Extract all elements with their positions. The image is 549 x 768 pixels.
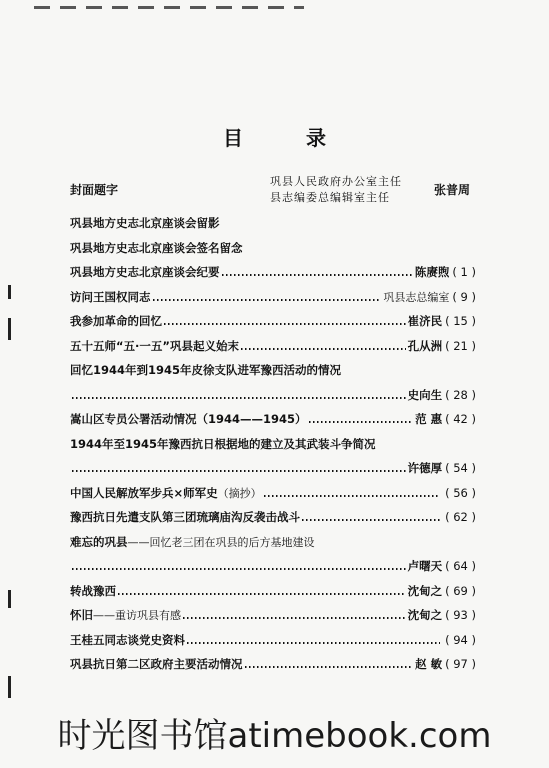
toc-entry-title: 回忆1944年到1945年皮徐支队进军豫西活动的情况 — [70, 363, 342, 377]
toc-entry-page: ( 64 ) — [445, 559, 476, 573]
toc-entry — [70, 603, 476, 628]
leader-dots — [245, 666, 414, 668]
toc-entry-title: 难忘的巩县 — [70, 534, 128, 549]
toc-entry-author: 崔济民 — [407, 314, 443, 328]
toc-entry-title: 巩县地方史志北京座谈会纪要 — [70, 265, 220, 279]
toc-entry-page: ( 97 ) — [445, 657, 476, 671]
toc-entry-author: 巩县志总编室 — [383, 290, 450, 304]
binding-mark — [8, 590, 11, 608]
toc-line — [70, 652, 476, 677]
toc-entry-author: 卢曙天 — [407, 559, 443, 573]
cover-label: 封面题字 — [70, 183, 119, 197]
toc-entry-title: 访问王国权同志 — [70, 289, 151, 304]
toc-entry-page: ( 21 ) — [445, 338, 476, 353]
toc-entry-author: 范 惠 — [415, 412, 443, 426]
toc-entry-page: ( 28 ) — [445, 387, 476, 402]
toc-entry-subtitle: ——重访巩县有感 — [93, 609, 181, 622]
toc-entry-author: 史向生 — [407, 387, 443, 402]
toc-entry-page: ( 93 ) — [445, 608, 476, 622]
toc-entry-author: 许德厚 — [407, 461, 443, 475]
toc-entry-author: 赵 敏 — [415, 657, 443, 671]
cover-name: 张普周 — [434, 183, 471, 197]
toc-entry-title: 五十五师“五·一五”巩县起义始末 — [70, 338, 239, 353]
toc-entry-page: ( 62 ) — [445, 510, 476, 524]
toc-entry — [70, 628, 476, 653]
toc-entry-page: ( 1 ) — [452, 265, 476, 279]
toc-entry-page: ( 69 ) — [445, 583, 476, 598]
leader-dots — [222, 274, 413, 276]
leader-dots — [241, 348, 406, 350]
page-title: 目 录 — [223, 126, 354, 150]
toc-line — [70, 432, 476, 457]
leader-dots — [264, 495, 440, 497]
cover-roles — [270, 174, 402, 206]
toc-entry-author: 沈甸之 — [407, 608, 443, 622]
leader-dots — [72, 568, 406, 570]
toc-line — [70, 505, 476, 530]
toc-entry-page: ( 42 ) — [445, 412, 476, 426]
binding-mark — [8, 285, 11, 299]
toc-entry — [70, 309, 476, 334]
toc-line — [70, 236, 476, 261]
toc-entry-page: ( 15 ) — [445, 314, 476, 328]
toc-entry — [70, 236, 476, 261]
toc-line — [70, 260, 476, 285]
toc-entry-author: 孔从洲 — [407, 338, 443, 353]
toc-entry — [70, 432, 476, 481]
top-dashed-rule — [34, 6, 304, 9]
toc-entry-author: 陈赓煦 — [414, 265, 450, 279]
toc-line — [70, 603, 476, 628]
toc-entry-page: ( 56 ) — [445, 485, 476, 500]
toc-entry — [70, 407, 476, 432]
leader-dots — [118, 593, 406, 595]
binding-mark — [8, 676, 11, 698]
leader-dots — [72, 470, 406, 472]
leader-dots — [183, 617, 406, 619]
toc-line — [70, 530, 476, 555]
toc-entry-title: 怀旧 — [70, 608, 93, 622]
toc-entry-title: 豫西抗日先遣支队第三团琉璃庙沟反袭击战斗 — [70, 510, 300, 524]
toc-entry-subtitle: （摘抄） — [217, 486, 262, 500]
toc-line — [70, 285, 476, 310]
toc-line — [70, 383, 476, 408]
cover-role-line: 县志编委总编辑室主任 — [270, 191, 390, 204]
toc-line — [70, 481, 476, 506]
toc-line — [70, 334, 476, 359]
toc-line — [70, 456, 476, 481]
toc-line — [70, 358, 476, 383]
toc-entry-title: 转战豫西 — [70, 583, 116, 598]
toc-line — [70, 579, 476, 604]
toc-entry — [70, 334, 476, 359]
toc-entry-title: 巩县地方史志北京座谈会留影 — [70, 216, 220, 230]
toc-entry-page: ( 94 ) — [445, 632, 476, 647]
toc-entry-title: 中国人民解放军步兵×师军史 — [70, 485, 218, 500]
table-of-contents — [70, 211, 476, 677]
toc-entry-page: ( 9 ) — [452, 289, 476, 304]
leader-dots — [153, 299, 382, 301]
toc-entry-title: 巩县地方史志北京座谈会签名留念 — [70, 240, 243, 255]
toc-entry-author: 沈甸之 — [407, 583, 443, 598]
leader-dots — [302, 519, 440, 521]
toc-entry — [70, 211, 476, 236]
binding-mark — [8, 318, 11, 340]
leader-dots — [309, 421, 414, 423]
toc-entry — [70, 505, 476, 530]
toc-line — [70, 628, 476, 653]
toc-entry — [70, 285, 476, 310]
toc-entry-subtitle: ——回忆老三团在巩县的后方基地建设 — [127, 535, 315, 549]
toc-entry — [70, 579, 476, 604]
toc-entry-title: 嵩山区专员公署活动情况（1944——1945） — [70, 412, 307, 426]
watermark: 时光图书馆atimebook.com — [57, 716, 492, 756]
toc-entry — [70, 481, 476, 506]
toc-entry-title: 巩县抗日第二区政府主要活动情况 — [70, 657, 243, 671]
toc-entry-title: 王桂五同志谈党史资料 — [70, 632, 185, 647]
leader-dots — [164, 323, 406, 325]
toc-entry-title: 1944年至1945年豫西抗日根据地的建立及其武装斗争简况 — [70, 436, 376, 451]
toc-entry-title: 我参加革命的回忆 — [70, 314, 162, 328]
toc-line — [70, 211, 476, 236]
cover-role-line: 巩县人民政府办公室主任 — [270, 175, 402, 188]
toc-line — [70, 407, 476, 432]
toc-entry — [70, 530, 476, 579]
toc-entry — [70, 358, 476, 407]
leader-dots — [72, 397, 406, 399]
toc-entry — [70, 260, 476, 285]
toc-entry — [70, 652, 476, 677]
leader-dots — [187, 642, 440, 644]
toc-entry-page: ( 54 ) — [445, 461, 476, 475]
toc-line — [70, 309, 476, 334]
toc-line — [70, 554, 476, 579]
